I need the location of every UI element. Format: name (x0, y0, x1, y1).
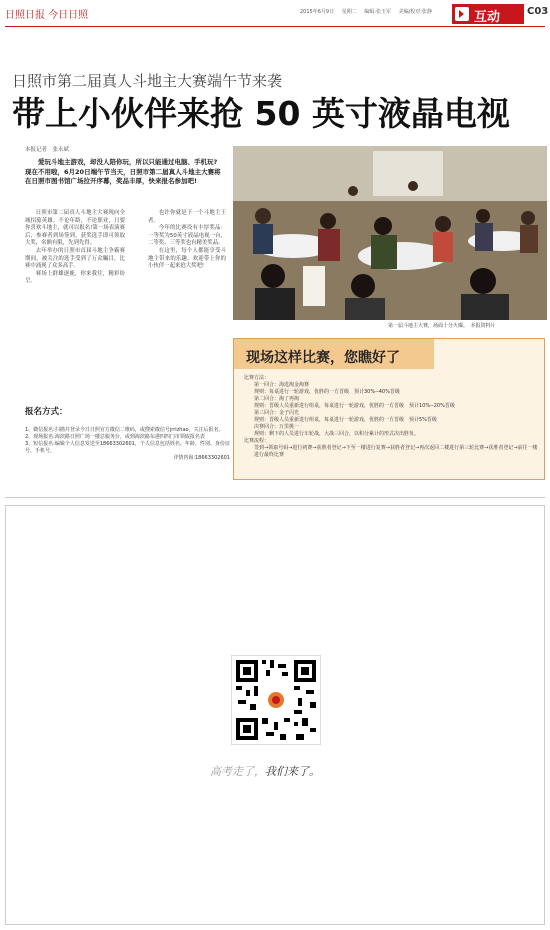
editor-credit: 编辑:张玉军 (364, 9, 391, 15)
rules-title: 现场这样比赛，您瞧好了 (246, 350, 400, 366)
crowd-photo-illustration (233, 146, 547, 320)
newspaper-logo: 日照日报 今日日照 (5, 10, 89, 21)
play-icon (455, 7, 469, 21)
paragraph: 在这里，每个人都能享受斗地主带来的乐趣，欢迎带上你的小伙伴一起来抢大奖吧! (148, 247, 226, 270)
rules-flow-label: 比赛流程： (244, 438, 270, 444)
rules-line: 规则：晋级人员重新进行组桌，每桌进行一轮游戏，优胜的一方晋级 预计5%晋级 (254, 417, 437, 423)
paragraph: 赛场上群雄逐鹿，你来我往，精彩纷呈。 (25, 270, 125, 285)
photo-caption: 第一届斗地主大赛，场面十分火爆。 本报资料片 (388, 323, 496, 329)
designer-credit: 美编/校对:张静 (398, 9, 432, 15)
rules-line: 规则：晋级人员重新进行组桌，每桌进行一轮游戏，优胜的一方晋级 预计10%--20%晋级 (254, 403, 455, 409)
issue-weekday: 星期二 (341, 9, 357, 15)
header-meta (300, 8, 438, 15)
signup-item: 3、短信报名:编辑个人信息发送至18663302601，个人信息包括姓名、年龄、性别、身份证号、手机号。 (25, 441, 230, 454)
rules-line: 第三回合：金子闪光 (254, 410, 300, 416)
rules-box (233, 338, 545, 480)
paragraph: 日照市第二届真人斗地主大赛现向全城招募英雄。不论年龄，不论职业，只要你喜欢斗地主，就可以报名!第一场表演赛后，参赛者到场签到，获奖选手即可领取大奖，名额有限，先到先得。 (25, 210, 125, 247)
paragraph: 也许你就是下一个斗地主王者。 (148, 210, 226, 224)
slogan-part-b: 我们来了。 (265, 765, 320, 778)
rules-line: 第一回合：海选淘金淘赛 (254, 382, 310, 388)
page-header (0, 0, 550, 26)
section-divider (5, 497, 545, 498)
article-subtitle: 日照市第二届真人斗地主大赛端午节来袭 (12, 72, 283, 90)
paragraph: 去年举办的日照市首届斗地主争霸赛期间，被关注的选手受到了万众瞩目，比赛中涌现了众多高手。 (25, 247, 125, 270)
section-banner (452, 4, 524, 24)
issue-date: 2015年6月9日 (300, 9, 335, 15)
rules-line: 规则：每桌进行一轮游戏，优胜的一方晋级 预计30%--40%晋级 (254, 389, 400, 395)
rules-method-label: 比赛方法： (244, 375, 270, 381)
rules-flow: 签到→领取号码→进行初赛→获胜者登记→下至一楼进行复赛→获胜者登记→再次返回二楼进行第三轮比赛→获胜者登记→前往一楼进行最终比赛 (254, 445, 538, 458)
qr-code (231, 655, 321, 745)
signup-item: 1、微信报名:扫描并登录今日日照官方微信二维码，或搜索微信号jrrizhao，关注后报名。 (25, 427, 224, 433)
signup-item: 2、现场报名:海滨路日照广场一楼总服务台，或到海滨路东港四四门市领取报名表 (25, 434, 205, 440)
article-column-1 (25, 210, 125, 286)
rules-line: 第二回合：淘了再淘 (254, 396, 300, 402)
paragraph: 今年的比赛设有丰厚奖品：一等奖为50英寸液晶电视一台，二等奖、三等奖也有精美奖品。 (148, 225, 226, 247)
slogan-part-a: 高考走了， (210, 765, 265, 778)
signup-phone: 详情咨询:18663302601 (173, 455, 230, 461)
rules-line: 决赛回合：万里挑一 (254, 424, 300, 430)
rules-line: 规则：剩下的人员进行车轮战，大战三回合，以积分累计的形式决出胜负。 (254, 431, 420, 437)
header-rule (5, 26, 545, 27)
event-photo (233, 146, 547, 320)
signup-list (25, 427, 230, 462)
page-number: C03 (527, 6, 549, 17)
qr-code-icon (232, 656, 320, 744)
article-column-2 (148, 210, 226, 271)
ad-slogan (210, 763, 320, 779)
signup-title: 报名方式： (25, 407, 68, 417)
rules-body (244, 375, 539, 459)
section-title: 互动 (474, 10, 501, 25)
article-headline: 带上小伙伴来抢 50 英寸液晶电视 (12, 94, 510, 133)
article-byline: 本报记者 张永斌 (25, 147, 70, 153)
article-lead: 爱玩斗地主游戏，却没人陪你玩，所以只能通过电脑、手机玩?现在不用啦，6月20日端午节当天，日照市第二届真人斗地主大赛将在日照市图书馆广场拉开序幕，奖品丰厚，快来报名参加吧! (25, 158, 221, 185)
